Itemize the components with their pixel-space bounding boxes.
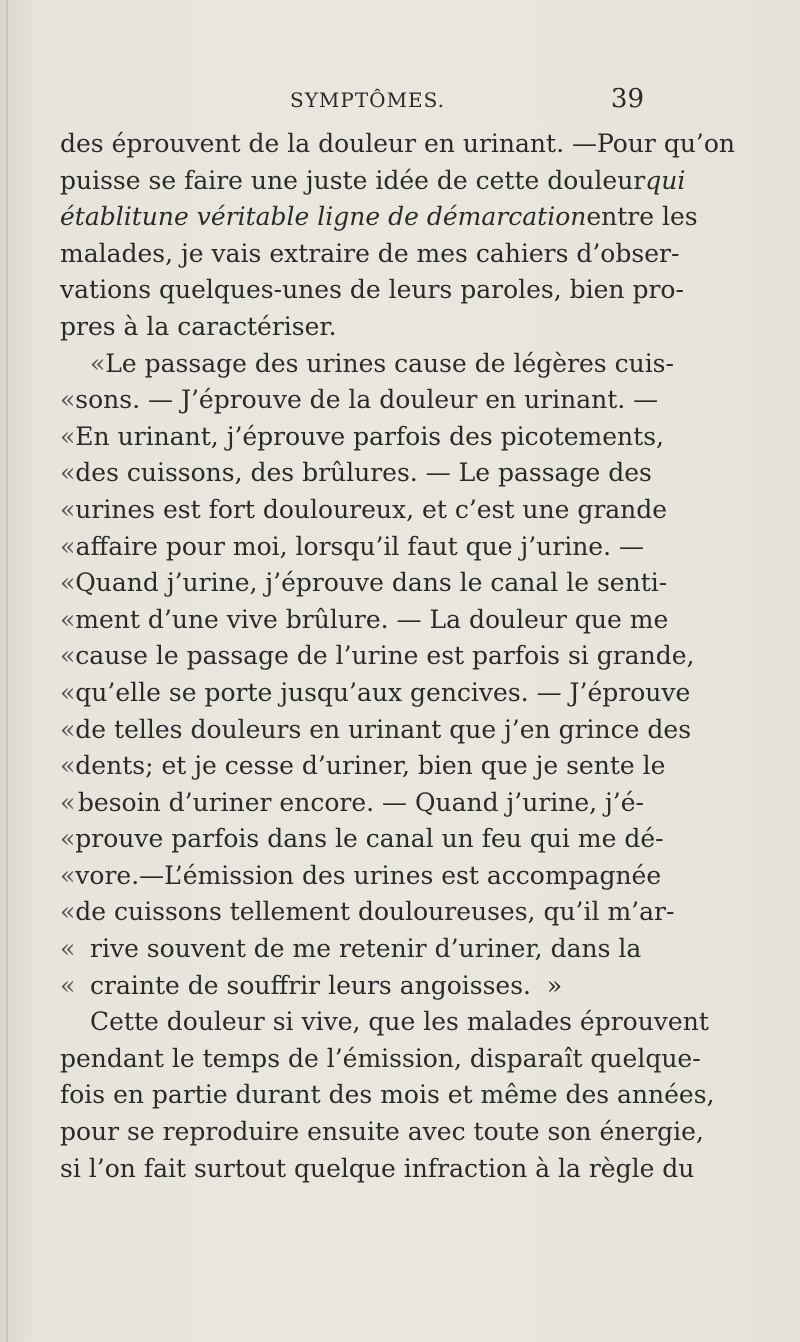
running-title: SYMPTÔMES.: [290, 88, 445, 112]
quote-text: rive souvent de me retenir d’uriner, dans la: [90, 934, 642, 964]
quote-text: de telles douleurs en urinant que j’en grince des: [75, 714, 692, 744]
quote-line: [60, 858, 662, 895]
quote-mark: «: [60, 421, 76, 451]
quote-text: prouve parfois dans le canal un feu qui me dé-: [75, 824, 664, 854]
paragraph-first-line: Cette douleur si vive, que les malades éprouvent: [90, 1007, 709, 1037]
quote-text: qu’elle se porte jusqu’aux gencives. — J’éprouve: [75, 677, 691, 707]
quote-mark: «: [60, 751, 76, 781]
quote-mark: «: [60, 568, 76, 598]
quote-mark: «: [60, 970, 76, 1000]
quote-mark: «: [60, 714, 76, 744]
page-number: 39: [610, 84, 644, 114]
quote-line: [60, 712, 692, 749]
quote-text: affaire pour moi, lorsqu’il faut que j’urine. —: [75, 531, 644, 561]
quote-text: Le passage des urines cause de légères cuis-: [105, 348, 674, 378]
quote-mark: «: [60, 787, 76, 817]
quote-text: besoin d’uriner encore. — Quand j’urine, j’é-: [77, 787, 644, 817]
italic-phrase: une véritable ligne de démarcation: [141, 202, 587, 232]
italic-phrase: établit: [60, 202, 142, 232]
quote-open-mark: «: [90, 348, 106, 378]
text-line-part: puisse se faire une juste idée de cette douleur: [60, 165, 646, 195]
text-line: fois en partie durant des mois et même des années,: [60, 1080, 715, 1110]
text-line: des éprouvent de la douleur en urinant. —Pour qu’on: [60, 129, 736, 158]
quote-line: [60, 455, 652, 492]
text-line: [60, 199, 698, 236]
text-line: pres à la caractériser.: [60, 311, 337, 341]
quote-mark: «: [60, 897, 76, 927]
quote-mark: «: [60, 385, 76, 415]
page-header: [60, 84, 644, 118]
quote-line: [60, 785, 644, 822]
quote-text: dents; et je cesse d’uriner, bien que je sente le: [75, 751, 666, 781]
quote-line: [60, 602, 669, 639]
quote-line: [60, 821, 664, 858]
quote-mark: «: [60, 677, 76, 707]
italic-phrase: qui: [645, 165, 686, 195]
quote-mark: «: [60, 458, 76, 488]
quote-text: Quand j’urine, j’éprouve dans le canal le senti-: [75, 568, 668, 598]
quote-line: [60, 931, 644, 968]
quote-line: [60, 638, 695, 675]
quote-mark: «: [60, 934, 76, 964]
quote-text: urines est fort douloureux, et c’est une grande: [75, 494, 668, 524]
quote-text: des cuissons, des brûlures. — Le passage des: [75, 458, 652, 488]
quote-line: [60, 492, 668, 529]
quote-text: sons. — J’éprouve de la douleur en urinant. —: [75, 385, 659, 415]
text-line: pour se reproduire ensuite avec toute son énergie,: [60, 1117, 704, 1147]
quote-line: [60, 968, 644, 1005]
quote-line: [60, 529, 644, 566]
quote-text: En urinant, j’éprouve parfois des picotements,: [75, 421, 664, 451]
page-gutter: [6, 0, 8, 1342]
quote-text: ment d’une vive brûlure. — La douleur que me: [75, 604, 669, 634]
quote-mark: «: [60, 494, 76, 524]
text-line: malades, je vais extraire de mes cahiers d’obser-: [60, 238, 680, 268]
quote-line: [60, 346, 674, 383]
quote-line: [60, 894, 675, 931]
text-line: vations quelques-unes de leurs paroles, bien pro-: [60, 275, 684, 305]
quote-close-mark: »: [546, 970, 563, 1000]
text-line: pendant le temps de l’émission, disparaît quelque-: [60, 1043, 701, 1073]
quote-text: crainte de souffrir leurs angoisses.: [90, 970, 531, 1000]
quote-line: [60, 565, 668, 602]
quote-mark: «: [60, 531, 76, 561]
quote-mark: «: [60, 860, 76, 890]
quote-text: cause le passage de l’urine est parfois si grande,: [75, 641, 695, 671]
quote-line: [60, 675, 691, 712]
quote-line: [60, 748, 666, 785]
body-text: [60, 126, 736, 1187]
quote-mark: «: [60, 641, 76, 671]
quote-mark: «: [60, 824, 76, 854]
text-line: [60, 163, 686, 200]
quote-text: de cuissons tellement douloureuses, qu’il m’ar-: [75, 897, 675, 927]
quote-mark: «: [60, 604, 76, 634]
quote-line: [60, 419, 664, 456]
quote-text-last: [90, 968, 644, 1005]
text-line: si l’on fait surtout quelque infraction à la règle du: [60, 1153, 695, 1183]
text-line-part: entre les: [586, 202, 698, 232]
quote-text: vore.—L’émission des urines est accompagnée: [75, 860, 662, 890]
quote-line: [60, 382, 659, 419]
